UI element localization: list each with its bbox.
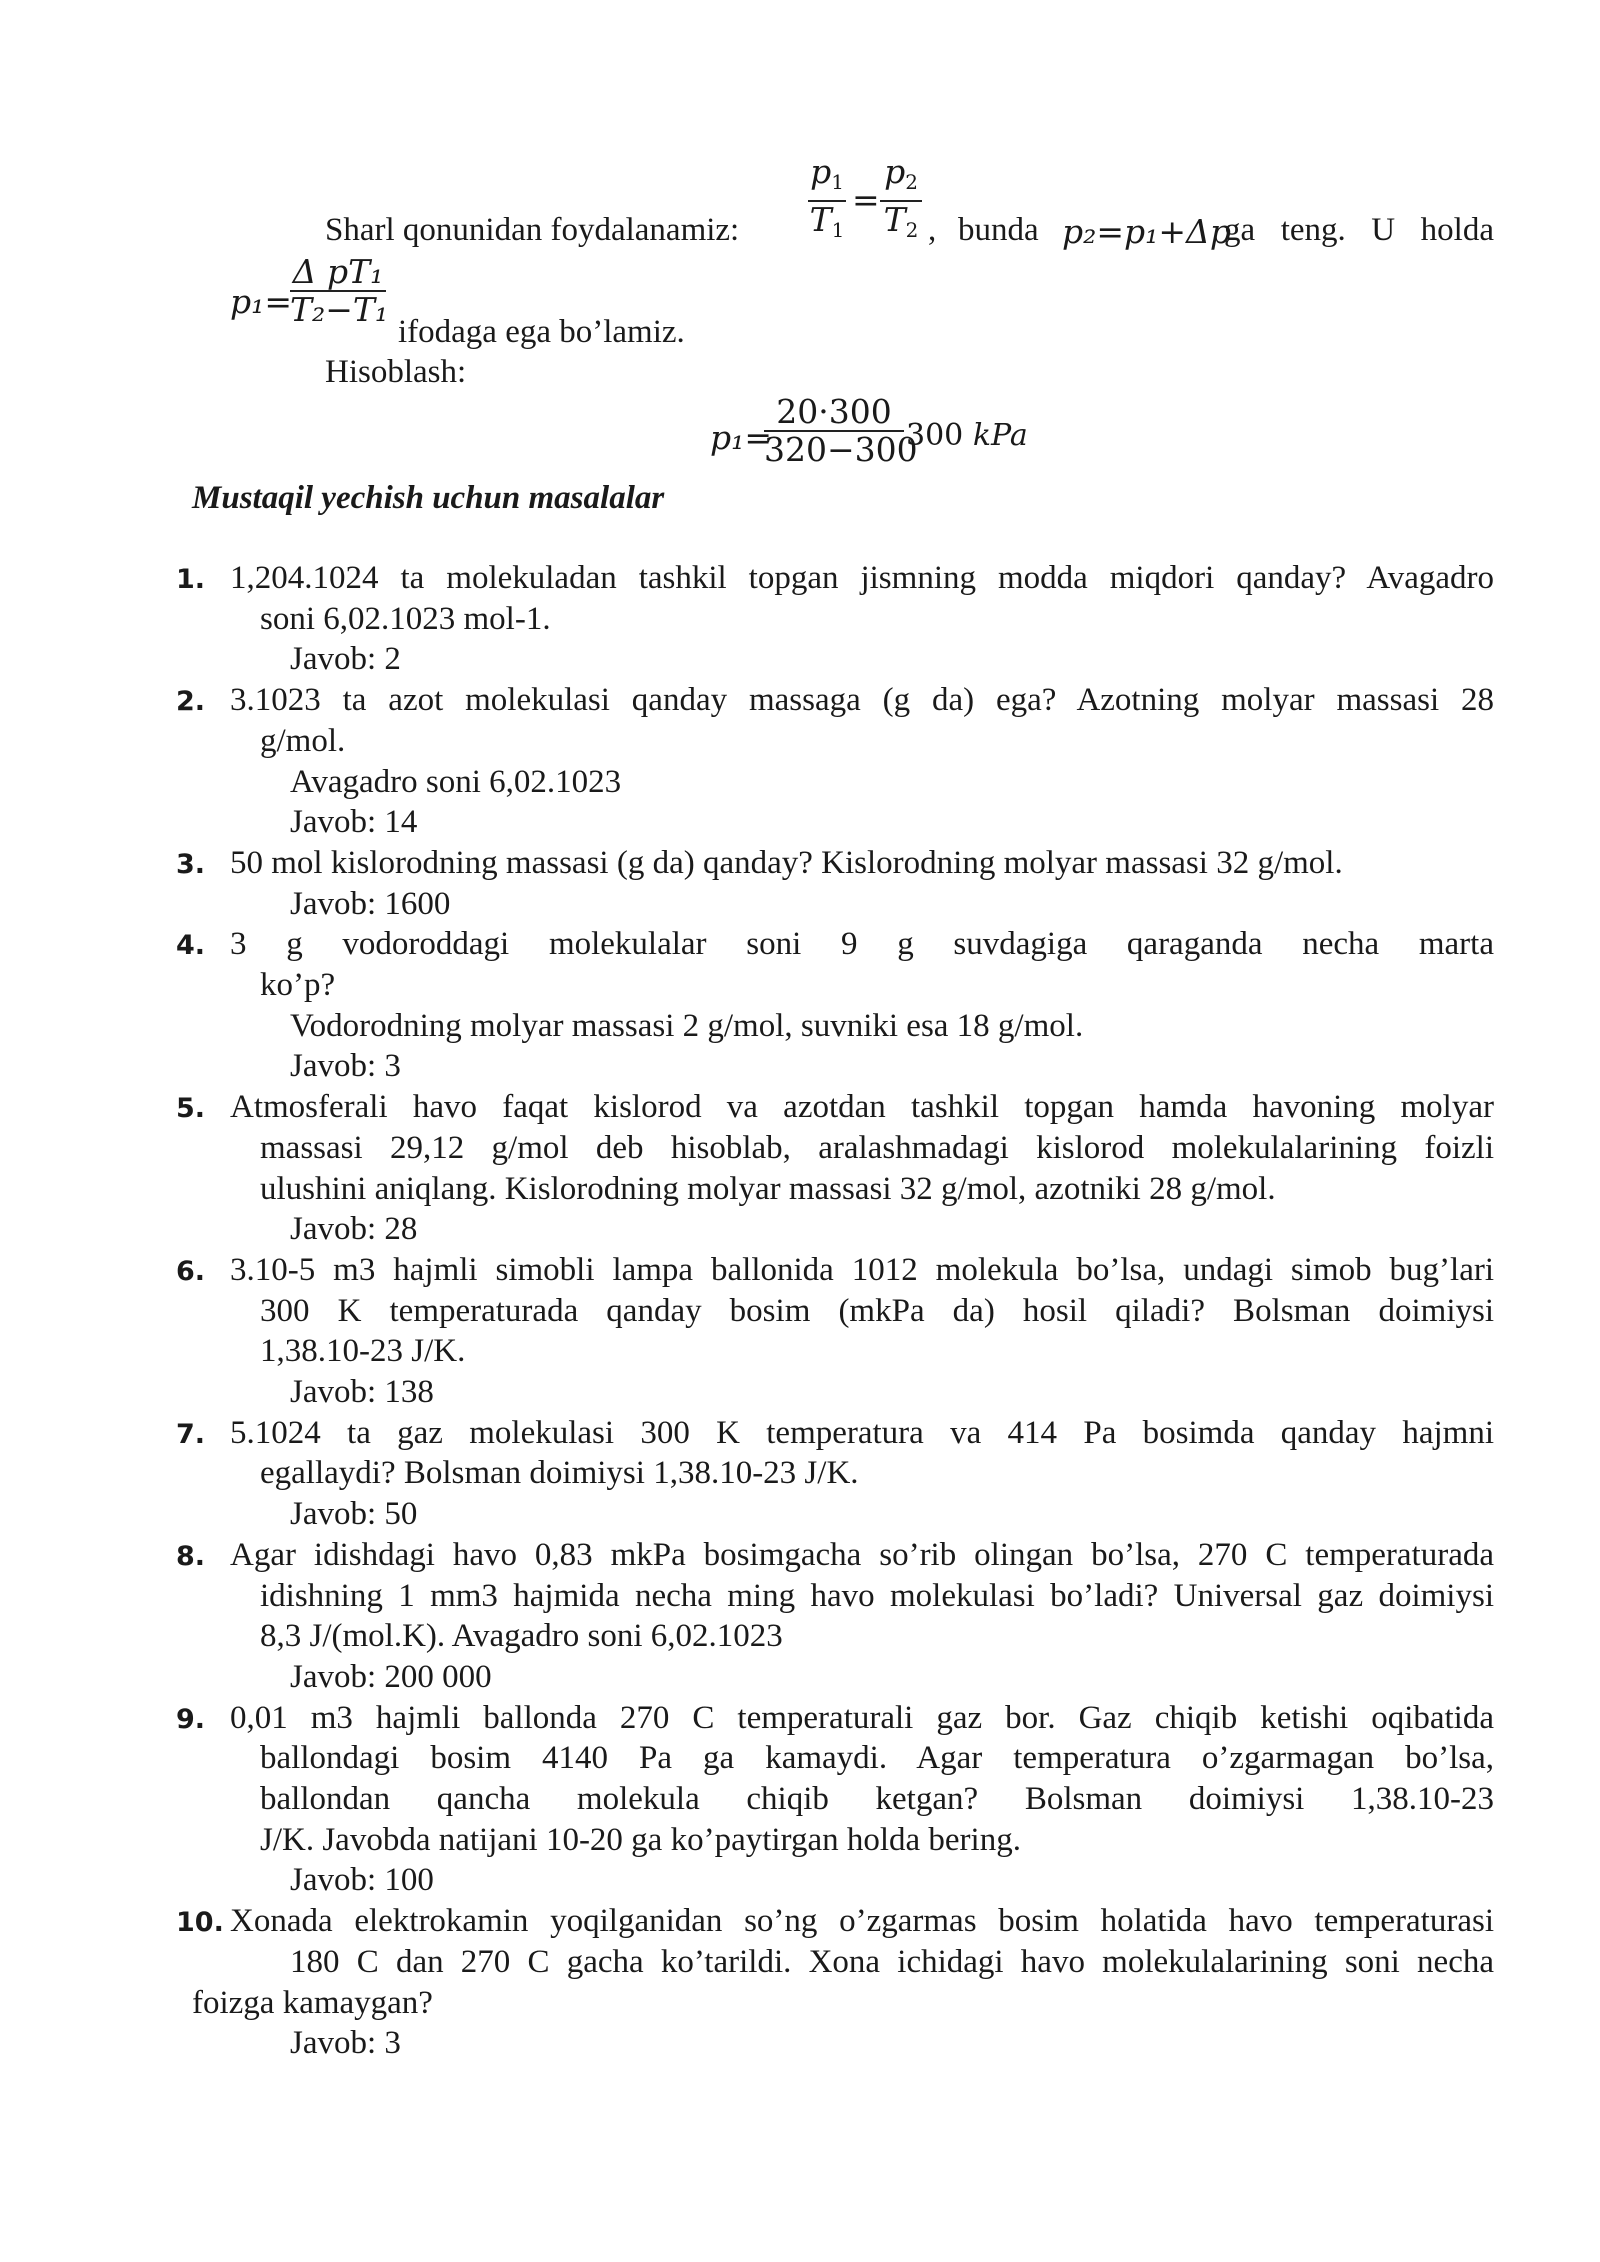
problem-text-line: soni 6,02.1023 mol-1. [260,600,551,637]
problem-number: 8. [176,1540,206,1572]
problem-text-line: idishning 1 mm3 hajmida necha ming havo molekulasi bo’ladi? Universal gaz doimiysi [260,1577,1494,1614]
calc-lhs: p₁= [710,418,773,457]
problem-text-line: 1,204.1024 ta molekuladan tashkil topgan jismning modda miqdori qanday? Avagadro [230,560,1494,596]
calc-fraction [764,392,918,469]
fraction-numerator: 20·300 [776,392,892,431]
problem-number: 9. [176,1703,206,1735]
problem-text-line: ballondagi bosim 4140 Pa ga kamaydi. Agar temperatura o’zgarmagan bo’lsa, [260,1740,1494,1777]
fraction-denominator: T1 [809,200,845,242]
problem-text-line: 5.1024 ta gaz molekulasi 300 K temperatura va 414 Pa bosimda qanday hajmni [230,1414,1494,1451]
problem-number: 6. [176,1255,206,1287]
problem-number: 1. [176,564,206,595]
problem-text-line: 180 C dan 270 C gacha ko’tarildi. Xona ichidagi havo molekulalarining soni necha [290,1943,1494,1980]
problem-text-line: 1,38.10-23 J/K. [260,1333,466,1370]
problem-text-line: J/K. Javobda natijani 10-20 ga ko’paytirgan holda bering. [260,1821,1021,1858]
problem-extra-line: Vodorodning molyar massasi 2 g/mol, suvniki esa 18 g/mol. [290,1007,1084,1044]
calc-result: 300 kPa [906,418,1028,453]
problem-text-line: 8,3 J/(mol.K). Avagadro soni 6,02.1023 [260,1618,783,1655]
problem-text-line: ko’p? [260,967,336,1003]
fraction-denominator: T₂−T₁ [290,290,389,329]
charles-fraction-left [808,154,846,248]
fraction-denominator: T2 [883,200,919,242]
fraction-numerator: p1 [810,152,844,194]
problem-extra-line: Avagadro soni 6,02.1023 [290,763,622,800]
problem-text-line: 50 mol kislorodning massasi (g da) qanday? Kislorodning molyar massasi 32 g/mol. [230,844,1343,881]
intro-sentence-start: Sharl qonunidan foydalanamiz: [325,212,740,248]
answer-line: Javob: 28 [290,1211,418,1248]
problem-text-line: 3 g vodoroddagi molekulalar soni 9 g suvdagiga qaraganda necha marta [230,926,1494,963]
problem-text-line: massasi 29,12 g/mol deb hisoblab, aralashmadagi kislorod molekulalarining foizli [260,1129,1494,1166]
equals-sign: = [852,180,880,219]
calc-label: Hisoblash: [325,354,467,390]
problem-number: 3. [176,848,206,880]
problem-number: 2. [176,686,206,718]
intro-comma: , [928,212,937,248]
problem-text-line: Xonada elektrokamin yoqilganidan so’ng o’zgarmas bosim holatida havo temperaturasi [230,1903,1494,1940]
answer-line: Javob: 138 [290,1374,434,1410]
problem-text-line: egallaydi? Bolsman doimiysi 1,38.10-23 J/K. [260,1455,859,1492]
answer-line: Javob: 1600 [290,885,451,922]
answer-line: Javob: 3 [290,1048,401,1085]
answer-line: Javob: 14 [290,804,418,841]
fraction-numerator: Δ pT₁ [292,252,384,291]
problem-number: 7. [176,1418,206,1450]
problem-text-line: g/mol. [260,722,346,759]
fraction-numerator: p2 [884,152,918,194]
problem-text-line: 300 K temperaturada qanday bosim (mkPa da) hosil qiladi? Bolsman doimiysi [260,1292,1494,1329]
problem-text-line: ulushini aniqlang. Kislorodning molyar massasi 32 g/mol, azotniki 28 g/mol. [260,1170,1276,1207]
answer-line: Javob: 50 [290,1496,418,1533]
problem-number: 5. [176,1093,206,1125]
answer-line: Javob: 2 [290,641,401,678]
problem-text-line: ballondan qancha molekula chiqib ketgan? Bolsman doimiysi 1,38.10-23 [260,1781,1494,1817]
fraction-denominator: 320−300 [764,430,918,469]
intro-sentence-end: ga teng. U holda [1224,212,1494,248]
section-title: Mustaqil yechish uchun masalalar [192,480,665,516]
formula-lhs: p₁= [230,282,293,321]
formula-tail: ifodaga ega bo’lamiz. [398,314,685,350]
answer-line: Javob: 3 [290,2025,401,2062]
intro-sentence-mid: bunda [958,212,1039,248]
derived-fraction [290,252,389,329]
problem-text-line: 3.10-5 m3 hajmli simobli lampa ballonida 1012 molekula bo’lsa, undagi simob bug’lari [230,1251,1494,1288]
problem-number: 10. [176,1907,224,1939]
answer-line: Javob: 100 [290,1862,434,1899]
charles-fraction-right [880,154,922,248]
problem-number: 4. [176,930,206,962]
answer-line: Javob: 200 000 [290,1658,492,1695]
problem-text-line: Agar idishdagi havo 0,83 mkPa bosimgacha so’rib olingan bo’lsa, 270 C temperaturada [230,1536,1494,1573]
problem-text-line: foizga kamaygan? [192,1984,433,2021]
problem-text-line: 0,01 m3 hajmli ballonda 270 C temperaturali gaz bor. Gaz chiqib ketishi oqibatida [230,1699,1494,1736]
problem-text-line: Atmosferali havo faqat kislorod va azotdan tashkil topgan hamda havoning molyar [230,1089,1494,1126]
pressure-relation: p₂=p₁+Δp [1062,212,1231,251]
problem-text-line: 3.1023 ta azot molekulasi qanday massaga (g da) ega? Azotning molyar massasi 28 [230,682,1494,719]
